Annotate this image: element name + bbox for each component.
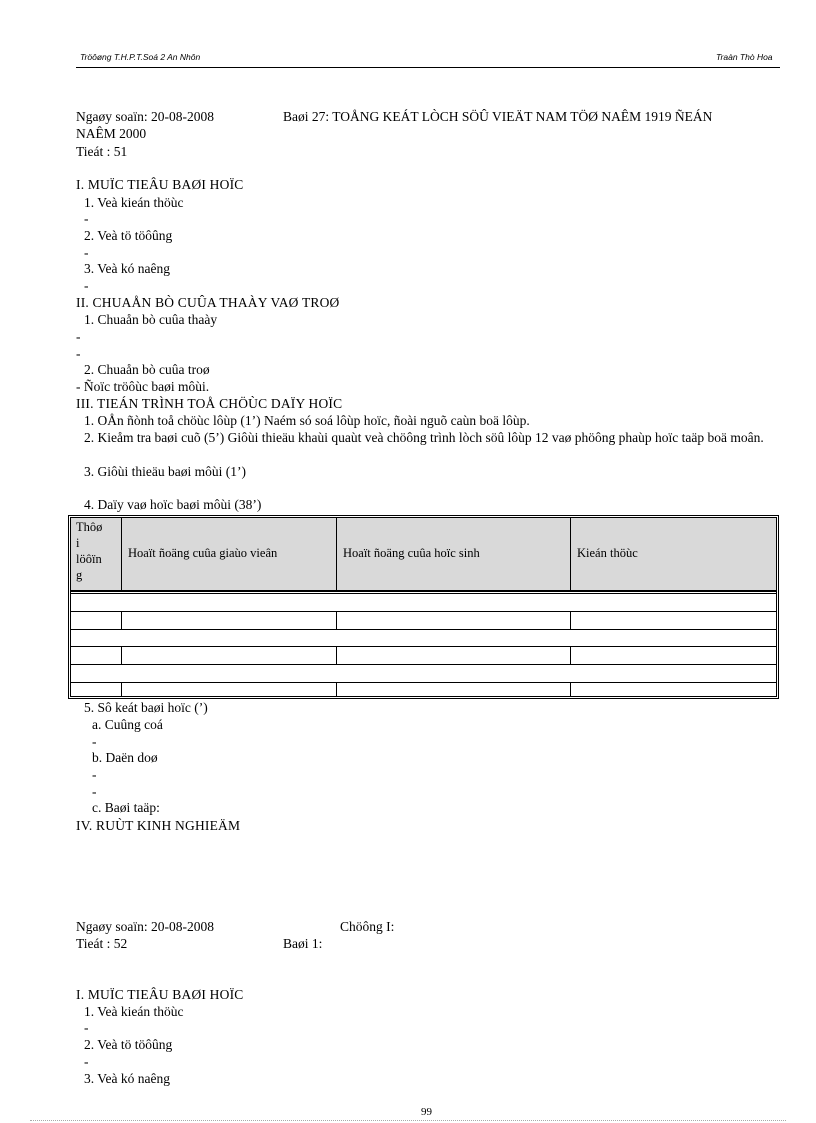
table-row-line (71, 593, 776, 594)
table-header-knowledge-label: Kieán thöùc (577, 546, 638, 560)
table-row-line (71, 611, 776, 612)
table-header-time-line: i (76, 536, 80, 550)
table-header-student (337, 518, 571, 592)
page-number: 99 (421, 1106, 432, 1118)
table-header-knowledge (571, 518, 776, 592)
lesson2-period: Tieát : 52 (76, 936, 128, 951)
lesson2-chapter: Chöông I: (340, 919, 395, 934)
lesson2-attitude: 2. Veà tö töôûng (84, 1037, 173, 1052)
table-header-time-line: g (76, 568, 83, 582)
table-header-time (71, 518, 122, 592)
dash: - (84, 245, 89, 260)
header-author: Traàn Thò Hoa (716, 52, 773, 62)
table-col-line (336, 611, 337, 629)
lesson1-step-3: 3. Giôùi thieäu baøi môùi (1’) (84, 464, 246, 479)
lesson-table (68, 515, 779, 699)
dash: - (92, 784, 97, 799)
dash: - (84, 1054, 89, 1069)
table-col-line (121, 646, 122, 664)
lesson1-step-5: 5. Sô keát baøi hoïc (’) (84, 700, 208, 715)
table-row-line (71, 646, 776, 647)
table-header-teacher-label: Hoaït ñoäng cuûa giaùo vieân (128, 546, 278, 560)
lesson1-knowledge: 1. Veà kieán thöùc (84, 195, 184, 210)
lesson1-skills: 3. Veà kó naêng (84, 261, 170, 276)
dash: - (92, 767, 97, 782)
lesson1-consolidation: a. Cuûng coá (92, 717, 163, 732)
lesson2-knowledge: 1. Veà kieán thöùc (84, 1004, 184, 1019)
table-header-student-label: Hoaït ñoäng cuûa hoïc sinh (343, 546, 480, 560)
lesson1-section-objectives: I. MUÏC TIEÂU BAØI HOÏC (76, 177, 244, 192)
lesson1-date: Ngaøy soaïn: 20-08-2008 (76, 109, 214, 124)
dash: - (92, 734, 97, 749)
table-col-line (336, 682, 337, 696)
dash: - (84, 1020, 89, 1035)
lesson1-period: Tieát : 51 (76, 144, 128, 159)
footer-rule (30, 1120, 786, 1121)
lesson1-exercises: c. Baøi taäp: (92, 800, 160, 815)
lesson2-date: Ngaøy soaïn: 20-08-2008 (76, 919, 214, 934)
lesson1-teacher-prep: 1. Chuaån bò cuûa thaày (84, 312, 218, 327)
lesson2-lesson: Baøi 1: (283, 936, 323, 951)
lesson1-student-prep: 2. Chuaån bò cuûa troø (84, 362, 210, 377)
header-school: Tröôøng T.H.P.T.Soá 2 An Nhôn (80, 52, 201, 62)
lesson1-title: Baøi 27: TOÅNG KEÁT LÒCH SÖÛ VIEÄT NAM TÖØ NAÊM 1919 ÑEÁN (283, 109, 713, 124)
lesson1-instructions: b. Daën doø (92, 750, 158, 765)
dash: - (76, 329, 81, 344)
table-row-line (71, 629, 776, 630)
lesson1-title-cont: NAÊM 2000 (76, 126, 147, 141)
lesson1-step-4: 4. Daïy vaø hoïc baøi môùi (38’) (84, 497, 262, 512)
table-col-line (570, 682, 571, 696)
lesson1-section-preparation: II. CHUAÅN BÒ CUÛA THAÀY VAØ TROØ (76, 295, 340, 310)
table-col-line (570, 611, 571, 629)
lesson1-step-1: 1. OÅn ñònh toå chöùc lôùp (1’) Naém só soá lôùp hoïc, ñoài nguõ caùn boä lôùp. (84, 413, 530, 428)
lesson1-attitude: 2. Veà tö töôûng (84, 228, 173, 243)
table-header-teacher (122, 518, 337, 592)
header-rule (76, 67, 780, 68)
lesson1-section-process: III. TIEÁN TRÌNH TOÅ CHÖÙC DAÏY HOÏC (76, 396, 343, 411)
lesson2-skills: 3. Veà kó naêng (84, 1071, 170, 1086)
table-header-time-line: löôïn (76, 552, 102, 566)
dash: - (84, 278, 89, 293)
table-row-line (71, 664, 776, 665)
table-row-line (71, 682, 776, 683)
table-header-time-line: Thôø (76, 520, 103, 534)
lesson2-section-objectives: I. MUÏC TIEÂU BAØI HOÏC (76, 987, 244, 1002)
lesson1-student-prep-item: - Ñoïc tröôùc baøi môùi. (76, 379, 210, 394)
table-col-line (570, 646, 571, 664)
dash: - (84, 211, 89, 226)
table-col-line (121, 611, 122, 629)
lesson1-step-2: 2. Kieåm tra baøi cuõ (5’) Giôùi thieäu khaùi quaùt veà chöông trình lòch söû lôùp 12 vaø phöông phaùp hoïc taäp boä moân. (84, 430, 764, 445)
table-col-line (336, 646, 337, 664)
dash: - (76, 346, 81, 361)
table-col-line (121, 682, 122, 696)
lesson1-section-review: IV. RUÙT KINH NGHIEÄM (76, 818, 241, 833)
